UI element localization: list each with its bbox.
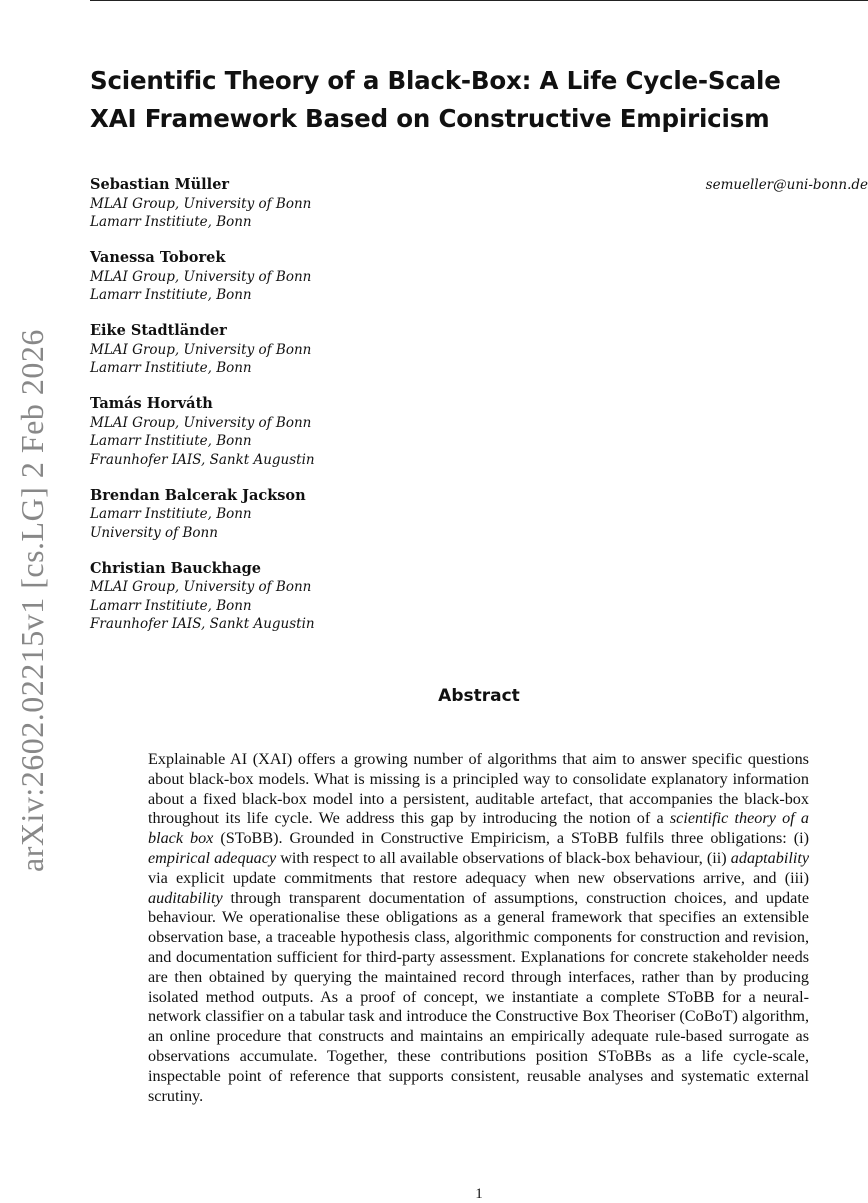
author-affiliation: Lamarr Institiute, Bonn bbox=[90, 287, 252, 303]
arxiv-identifier: arXiv:2602.02215v1 [cs.LG] 2 Feb 2026 bbox=[14, 329, 50, 872]
paper-title-line-2: XAI Framework Based on Constructive Empiricism bbox=[90, 104, 770, 133]
abstract-emphasis: adaptability bbox=[730, 848, 810, 867]
author-affiliation: Lamarr Institiute, Bonn bbox=[90, 214, 252, 230]
author-block bbox=[90, 487, 510, 543]
author-affiliation: MLAI Group, University of Bonn bbox=[90, 195, 312, 212]
author-name: Eike Stadtländer bbox=[90, 322, 227, 339]
author-affiliation: University of Bonn bbox=[90, 524, 218, 541]
author-affiliation: Fraunhofer IAIS, Sankt Augustin bbox=[90, 616, 315, 632]
author-name: Tamás Horváth bbox=[90, 395, 213, 412]
abstract-segment: through transparent documentation of assumptions, construction choices, and update behaviour. We operationalise these obligations as a general framework that specifies an extensible observation base, a traceable hypothesis class, algorithmic components for construction and revision, and documentation sufficient for third-party assessment. Explanations for concrete stakeholder needs are then obtained by querying the maintained record through interfaces, rather than by producing isolated method outputs. As a proof of concept, we instantiate a complete SToBB for a neural-network classifier on a tabular task and introduce the Constructive Box Theoriser (CoBoT) algorithm, an online procedure that constructs and maintains an empirically adequate rule-based surrogate as observations accumulate. Together, these contributions position SToBBs as a life cycle-scale, inspectable point of reference that supports consistent, reusable analyses and systematic external scrutiny. bbox=[148, 888, 809, 1105]
author-block bbox=[90, 560, 510, 634]
abstract-segment: (SToBB). Grounded in Constructive Empiricism, a SToBB fulfils three obligations: (i) bbox=[213, 829, 809, 848]
top-rule bbox=[90, 0, 868, 1]
paper-title-line-1: Scientific Theory of a Black-Box: A Life Cycle-Scale bbox=[90, 66, 781, 95]
abstract-segment: Explainable AI (XAI) offers a growing number of algorithms that aim to answer specific questions about black-box models. What is missing is a principled way to consolidate explanatory information about a fixed black-box model into a persistent, auditable artefact, that accompanies the black-box throughout its life cycle. We address this gap by introducing the notion of a bbox=[148, 750, 809, 828]
author-block bbox=[90, 176, 510, 232]
author-list bbox=[90, 176, 510, 651]
abstract-heading: Abstract bbox=[438, 686, 520, 706]
abstract-emphasis: scientific theory of a black box bbox=[148, 809, 809, 848]
abstract-emphasis: empirical adequacy bbox=[148, 848, 277, 867]
author-affiliation: MLAI Group, University of Bonn bbox=[90, 579, 312, 595]
author-block bbox=[90, 249, 510, 305]
author-affiliation: Fraunhofer IAIS, Sankt Augustin bbox=[90, 451, 315, 468]
abstract-segment: with respect to all available observations of black-box behaviour, (ii) bbox=[276, 848, 731, 867]
paper-title bbox=[90, 62, 810, 138]
author-affiliation: Lamarr Institiute, Bonn bbox=[90, 506, 252, 522]
author-block bbox=[90, 395, 510, 469]
author-affiliation: Lamarr Institiute, Bonn bbox=[90, 360, 252, 376]
author-affiliation: Lamarr Institiute, Bonn bbox=[90, 433, 252, 449]
author-affiliation: MLAI Group, University of Bonn bbox=[90, 341, 312, 358]
author-affiliation: Lamarr Institiute, Bonn bbox=[90, 597, 252, 614]
abstract-text bbox=[148, 750, 809, 1106]
author-name: Sebastian Müller bbox=[90, 176, 230, 193]
author-name: Christian Bauckhage bbox=[90, 559, 261, 577]
author-block bbox=[90, 322, 510, 378]
page-number: 1 bbox=[475, 1186, 483, 1202]
abstract-emphasis: auditability bbox=[148, 888, 223, 907]
author-name: Vanessa Toborek bbox=[90, 249, 226, 266]
author-affiliation: MLAI Group, University of Bonn bbox=[90, 414, 312, 431]
author-affiliation: MLAI Group, University of Bonn bbox=[90, 268, 312, 285]
contact-email[interactable]: semueller@uni-bonn.de bbox=[705, 177, 868, 193]
author-name: Brendan Balcerak Jackson bbox=[90, 486, 306, 504]
abstract-segment: via explicit update commitments that restore adequacy when new observations arrive, and (iii) bbox=[148, 868, 809, 887]
